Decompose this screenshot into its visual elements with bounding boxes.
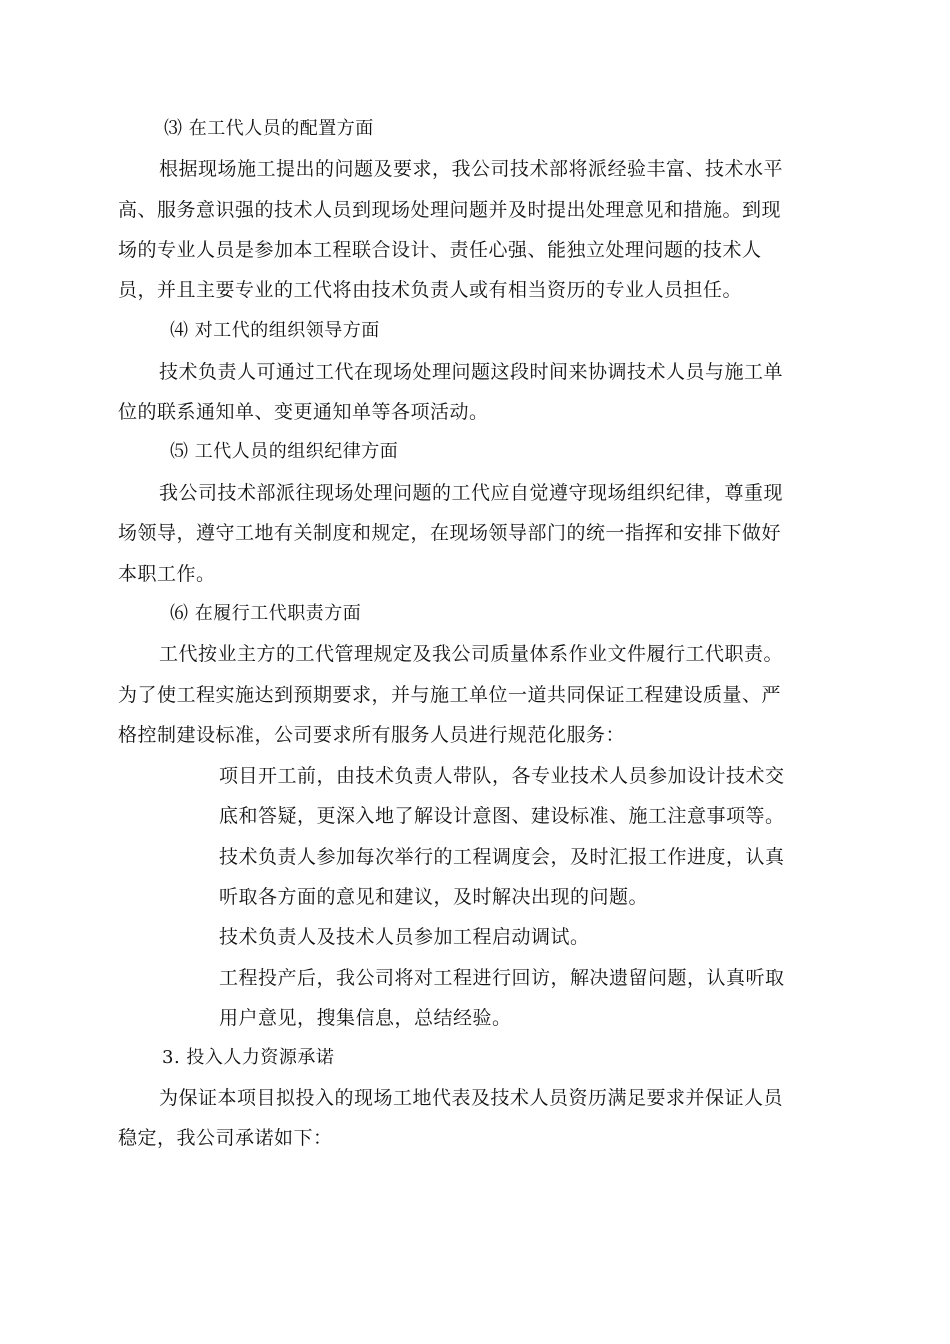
list-item-line: 工程投产后，我公司将对工程进行回访，解决遗留问题，认真听取	[219, 967, 785, 989]
list-item-line: 底和答疑，更深入地了解设计意图、建设标准、施工注意事项等。	[219, 805, 785, 827]
section-5-heading: ⑸ 工代人员的组织纪律方面	[170, 441, 399, 462]
paragraph-line: 高、服务意识强的技术人员到现场处理问题并及时提出处理意见和措施。到现	[118, 199, 782, 221]
paragraph-line: 我公司技术部派往现场处理问题的工代应自觉遵守现场组织纪律，尊重现	[159, 482, 784, 504]
paragraph-line: 技术负责人可通过工代在现场处理问题这段时间来协调技术人员与施工单	[159, 361, 784, 383]
paragraph-line: 为了使工程实施达到预期要求，并与施工单位一道共同保证工程建设质量、严	[118, 684, 782, 706]
paragraph-line: 场的专业人员是参加本工程联合设计、责任心强、能独立处理问题的技术人	[118, 239, 762, 261]
paragraph-line: 稳定，我公司承诺如下：	[118, 1127, 333, 1149]
section-3-heading: ⑶ 在工代人员的配置方面	[164, 118, 374, 139]
section-heading-3: 3. 投入人力资源承诺	[162, 1047, 335, 1068]
list-item-line: 技术负责人及技术人员参加工程启动调试。	[219, 926, 590, 948]
list-item-line: 用户意见，搜集信息，总结经验。	[219, 1007, 512, 1029]
paragraph-line: 根据现场施工提出的问题及要求，我公司技术部将派经验丰富、技术水平	[159, 158, 784, 180]
list-item-line: 听取各方面的意见和建议，及时解决出现的问题。	[219, 886, 649, 908]
section-4-heading: ⑷ 对工代的组织领导方面	[170, 320, 380, 341]
paragraph-line: 场领导，遵守工地有关制度和规定，在现场领导部门的统一指挥和安排下做好	[118, 522, 782, 544]
list-item-line: 项目开工前，由技术负责人带队，各专业技术人员参加设计技术交	[219, 765, 785, 787]
paragraph-line: 为保证本项目拟投入的现场工地代表及技术人员资历满足要求并保证人员	[159, 1087, 784, 1109]
paragraph-line: 员，并且主要专业的工代将由技术负责人或有相当资历的专业人员担任。	[118, 279, 743, 301]
paragraph-line: 位的联系通知单、变更通知单等各项活动。	[118, 401, 489, 423]
paragraph-line: 格控制建设标准，公司要求所有服务人员进行规范化服务：	[118, 724, 626, 746]
paragraph-line: 本职工作。	[118, 563, 216, 585]
list-item-line: 技术负责人参加每次举行的工程调度会，及时汇报工作进度，认真	[219, 846, 785, 868]
section-6-heading: ⑹ 在履行工代职责方面	[170, 603, 362, 624]
paragraph-line: 工代按业主方的工代管理规定及我公司质量体系作业文件履行工代职责。	[159, 643, 784, 665]
